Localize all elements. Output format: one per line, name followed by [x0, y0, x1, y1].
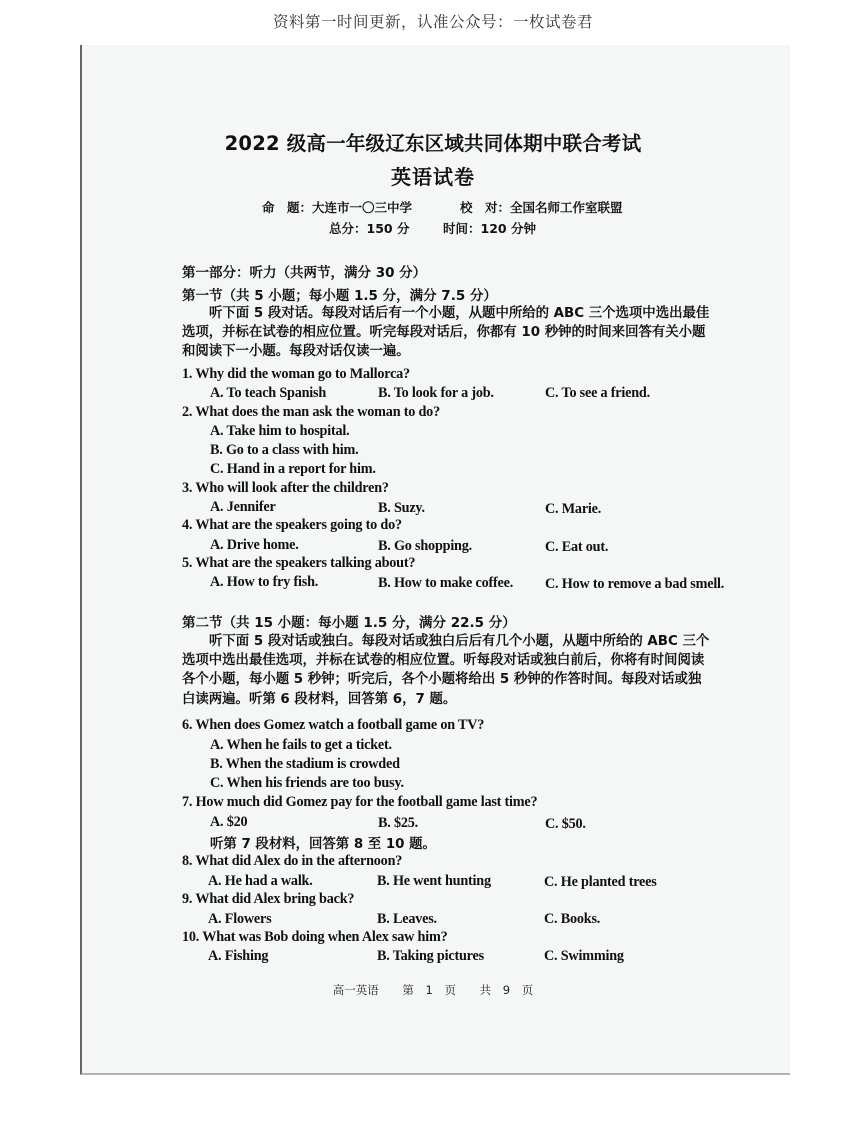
section1-heading: 第一节（共 5 小题；每小题 1.5 分，满分 7.5 分） [182, 288, 497, 304]
option-c: C. Marie. [545, 501, 602, 517]
option-c: C. He planted trees [544, 874, 657, 890]
setter-label: 命 题： [262, 200, 313, 215]
instruction-line: 白读两遍。听第 6 段材料，回答第 6，7 题。 [182, 691, 457, 707]
option-b: B. $25. [378, 815, 418, 831]
option-a: A. Fishing [208, 948, 269, 964]
question-stem: 5. What are the speakers talking about? [182, 555, 416, 571]
option-a: A. He had a walk. [208, 873, 313, 889]
total-value: 150 分 [366, 221, 410, 236]
time-info [443, 219, 536, 237]
option-b: B. To look for a job. [378, 385, 494, 401]
setter-value: 大连市一〇三中学 [312, 200, 413, 215]
question-stem: 10. What was Bob doing when Alex saw him? [182, 929, 448, 945]
instruction-line: 选项，并标在试卷的相应位置。听完每段对话后，你都有 10 秒钟的时间来回答有关小题 [182, 325, 706, 341]
instruction-line: 听下面 5 段对话。每段对话后有一个小题，从题中所给的 ABC 三个选项中选出最佳 [209, 306, 710, 321]
footer-total-pages: 共 9 页 [479, 983, 534, 997]
option-a: A. Drive home. [210, 537, 299, 553]
section1-instructions [182, 304, 722, 362]
question-stem: 1. Why did the woman go to Mallorca? [182, 366, 410, 382]
option-a: A. Take him to hospital. [210, 423, 350, 439]
time-label: 时间： [443, 221, 481, 236]
page-footer [0, 982, 866, 998]
option-c: C. How to remove a bad smell. [545, 576, 725, 592]
option-c: C. Swimming [544, 948, 624, 964]
exam-subtitle: 英语试卷 [391, 165, 475, 189]
option-a: A. To teach Spanish [210, 385, 327, 401]
option-a: A. When he fails to get a ticket. [210, 737, 392, 753]
option-b: B. He went hunting [377, 873, 491, 889]
instruction-line: 选项中选出最佳选项，并标在试卷的相应位置。听每段对话或独白前后，你将有时间阅读 [182, 653, 705, 669]
question-stem: 7. How much did Gomez pay for the football game last time? [182, 794, 538, 810]
option-c: C. Books. [544, 911, 601, 927]
option-b: B. How to make coffee. [378, 575, 514, 591]
question-stem: 2. What does the man ask the woman to do? [182, 404, 440, 420]
section-note: 听第 7 段材料，回答第 8 至 10 题。 [210, 837, 436, 852]
section2-heading: 第二节（共 15 小题：每小题 1.5 分，满分 22.5 分） [182, 615, 516, 631]
time-value: 120 分钟 [480, 221, 536, 236]
exam-title: 2022 级高一年级辽东区域共同体期中联合考试 [224, 132, 642, 155]
question-stem: 3. Who will look after the children? [182, 480, 389, 496]
total-score-info [329, 219, 409, 237]
option-a: A. $20 [210, 814, 248, 830]
option-b: B. Leaves. [377, 911, 437, 927]
proof-label: 校 对： [460, 200, 511, 215]
setter-info [262, 198, 412, 216]
option-a: A. How to fry fish. [210, 574, 319, 590]
proof-value: 全国名师工作室联盟 [510, 200, 623, 215]
question-stem: 8. What did Alex do in the afternoon? [182, 853, 403, 869]
option-b: B. Go to a class with him. [210, 442, 359, 458]
option-c: C. $50. [545, 816, 586, 832]
watermark-banner: 资料第一时间更新，认准公众号：一枚试卷君 [272, 13, 593, 31]
option-c: C. When his friends are too busy. [210, 775, 404, 791]
proof-info [460, 198, 623, 216]
option-b: B. Taking pictures [377, 948, 484, 964]
part1-heading: 第一部分：听力（共两节，满分 30 分） [182, 265, 427, 281]
footer-page-number: 第 1 页 [402, 983, 456, 997]
total-label: 总分： [329, 221, 367, 236]
question-stem: 9. What did Alex bring back? [182, 891, 355, 907]
option-b: B. Suzy. [378, 500, 425, 516]
question-stem: 6. When does Gomez watch a football game on TV? [182, 717, 485, 733]
instruction-line: 各个小题，每小题 5 秒钟；听完后，各个小题将给出 5 秒钟的作答时间。每段对话或独 [182, 672, 702, 688]
option-a: A. Flowers [208, 911, 272, 927]
option-b: B. When the stadium is crowded [210, 756, 400, 772]
option-b: B. Go shopping. [378, 538, 472, 554]
question-stem: 4. What are the speakers going to do? [182, 517, 402, 533]
option-a: A. Jennifer [210, 499, 276, 515]
instruction-line: 和阅读下一小题。每段对话仅读一遍。 [182, 344, 410, 360]
footer-subject: 高一英语 [332, 983, 379, 997]
instruction-line: 听下面 5 段对话或独白。每段对话或独白后后有几个小题，从题中所给的 ABC 三个 [209, 634, 710, 649]
option-c: C. Eat out. [545, 539, 609, 555]
section2-instructions [182, 632, 722, 709]
option-c: C. To see a friend. [545, 385, 650, 401]
option-c: C. Hand in a report for him. [210, 461, 376, 477]
